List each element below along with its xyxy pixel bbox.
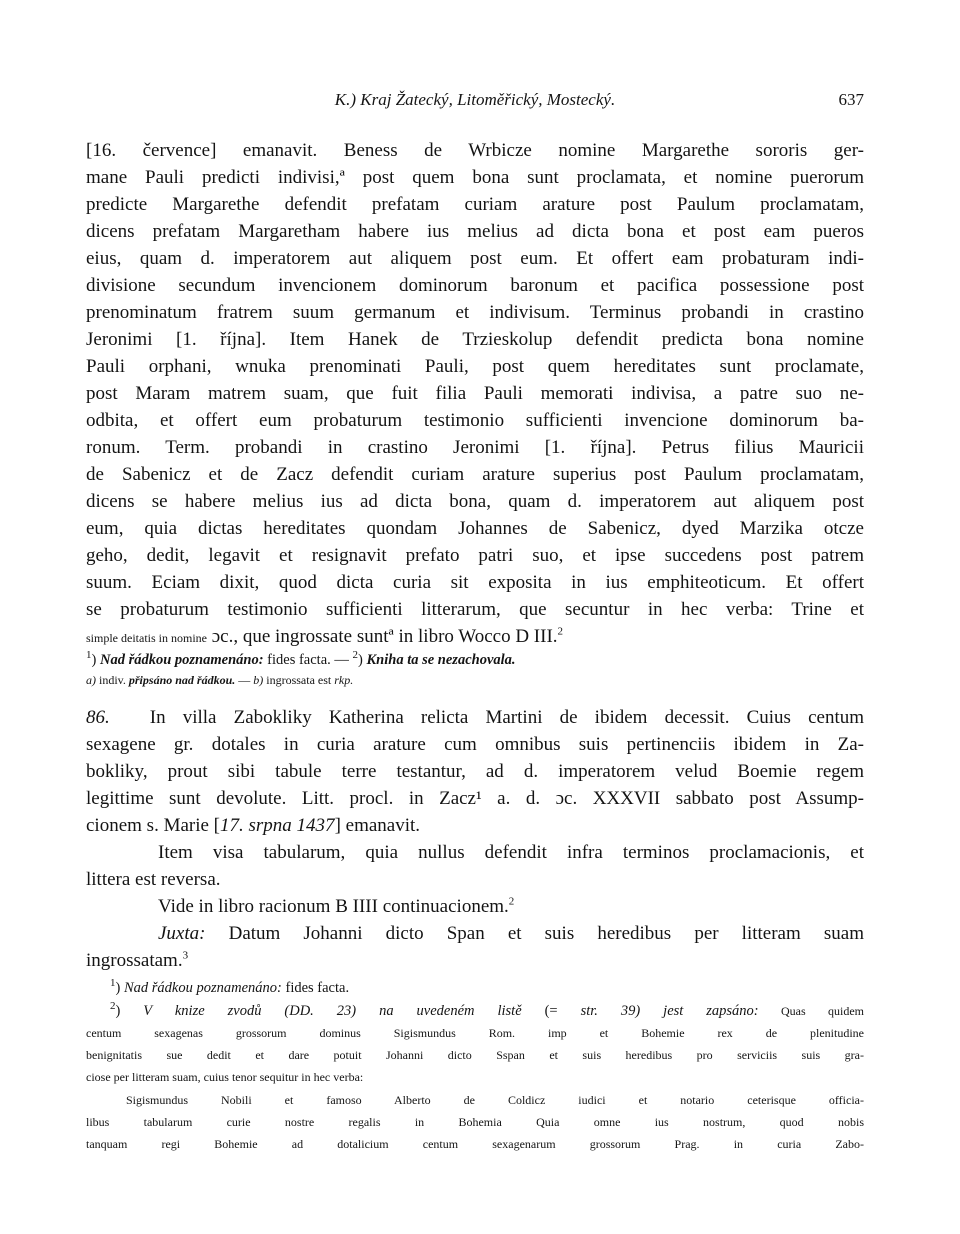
text-line: prenominatum fratrem suum germanum et indivisum. Terminus probandi in crastino (86, 302, 864, 323)
footnote-line: $^1$) Nad řádkou poznamenáno: fides facta. (110, 977, 350, 996)
page-number: 637 (838, 90, 864, 109)
footnote-text: fides facta. — (263, 652, 353, 668)
text-line: Pauli orphani, wnuka prenominati Pauli, post quem hereditates sunt proclamate, (86, 356, 864, 377)
paragraph-line: littera est reversa. (86, 869, 221, 890)
text-line: suum. Eciam dixit, quod dicta curia sit exposita in ius emphiteoticum. Et offert (86, 572, 864, 593)
juxta-label: Juxta: (158, 923, 206, 944)
footnote-number: 2 (352, 649, 359, 662)
footnote-line: centum sexagenas grossorum dominus Sigismundus Rom. imp et Bohemie rex de plenitudine (86, 1026, 864, 1040)
footnote-ref: 3 (182, 949, 189, 962)
footnote-mark: a) (86, 673, 96, 687)
quote-line: Sigismundus Nobili et famoso Alberto de Coldicz iudici et notario ceterisque officia- (126, 1093, 864, 1107)
footnote-line: $^2$) V knize zvodů (DD. 23) na uvedeném listě (= str. 39) jest zapsáno: Quas quidem (110, 1000, 864, 1019)
text-line: eius, quam d. imperatorem aut aliquem post eum. Et offert eam probaturam indi- (86, 248, 864, 269)
small-text: simple deitatis in nomine (86, 631, 207, 645)
text-line: mane Pauli predicti indivisi,ª post quem bona sunt proclamata, et nomine puerorum (86, 167, 864, 188)
footnote-note: rkp. (334, 673, 354, 687)
footnote-sep: — (235, 673, 254, 687)
text-line: divisione secundum invencionem dominorum baronum et pacifica possessione post (86, 275, 864, 296)
running-header (86, 90, 864, 120)
paragraph-line (158, 893, 864, 920)
entry-number: 86. (86, 707, 110, 728)
text-run: Datum Johanni dicto Span et suis heredibus per litteram suam (205, 923, 864, 944)
text-run: In villa Zabokliky Katherina relicta Martini de ibidem decessit. Cuius centum (149, 707, 864, 728)
footnote-note: připsáno nad řádkou. (128, 673, 236, 687)
text-line: eum, quia dictas hereditates quondam Johannes de Sabenicz, dyed Marzika otcze (86, 518, 864, 539)
text-run: Vide in libro racionum B IIII continuacionem. (158, 896, 509, 917)
footnote-number: 1 (110, 977, 116, 990)
footnote-line: benignitatis sue dedit et dare potuit Johanni dicto Sspan et suis heredibus pro serviciis suis gra- (86, 1048, 864, 1062)
footnote-text: indiv. (96, 673, 129, 687)
text-line: odbita, et offert eum probaturum testimonio sufficienti invencione dominorum ba- (86, 410, 864, 431)
text-run: cionem s. Marie [ (86, 815, 221, 836)
text-line: predicte Margarethe defendit prefatam curiam arature post Paulum proclamatam, (86, 194, 864, 215)
footnote-number: 2 (110, 1000, 116, 1013)
footnote-ref: 2 (557, 625, 564, 638)
quote-line: libus tabularum curie nostre regalis in Bohemia Quia omne ius nostrum, quod nobis (86, 1115, 864, 1129)
text-line: bokliky, prout sibi tabule terre testantur, ad d. imperatorem velud Boemie regem (86, 761, 864, 782)
text-line: de Sabenicz et de Zacz defendit curiam arature superius post Paulum proclamatam, (86, 464, 864, 485)
footnote-text: ingrossata est (263, 673, 335, 687)
footnote-note: Nad řádkou poznamenáno: (99, 652, 264, 668)
text-line-last (86, 623, 864, 650)
paragraph-line (158, 920, 864, 947)
footnote-text: fides facta. (281, 980, 350, 996)
text-line: geho, dedit, legavit et resignavit prefato patri suo, et ipse succedens post patrem (86, 545, 864, 566)
text-line: ronum. Term. probandi in crastino Jeronimi [1. října]. Petrus filius Mauricii (86, 437, 864, 458)
text-line: sexagene gr. dotales in curia arature cum omnibus suis pertinenciis ibidem in Za- (86, 734, 864, 755)
footnote-ref: 2 (508, 895, 515, 908)
footnote-mark: b) (253, 673, 264, 687)
footnote-note: Kniha ta se nezachovala. (366, 652, 516, 668)
footnote-number: 1 (86, 649, 92, 662)
footnote-note: Nad řádkou poznamenáno: (123, 980, 282, 996)
footnote-text: (= (521, 1003, 581, 1019)
text-run: ɔc., que ingrossate suntª in libro Wocco D III. (206, 626, 558, 647)
text-line: post Maram matrem suam, que fuit filia Pauli memorati indivisa, a patre suo ne- (86, 383, 864, 404)
text-line: Jeronimi [1. října]. Item Hanek de Trzieskolup defendit predicta bona nomine (86, 329, 864, 350)
text-run: ] emanavit. (334, 815, 421, 836)
text-line: legittime sunt devolute. Litt. procl. in Zacz¹ a. d. ɔc. XXXVII sabbato post Assump- (86, 788, 864, 809)
text-line (86, 812, 864, 839)
running-title: K.) Kraj Žatecký, Litoměřický, Mostecký. (334, 90, 616, 109)
quote-line: tanquam regi Bohemie ad dotalicium centum sexagenarum grossorum Prag. in curia Zabo- (86, 1137, 864, 1151)
text-line-first (86, 704, 864, 731)
paragraph-line: Item visa tabularum, quia nullus defendit infra terminos proclamacionis, et (158, 842, 864, 863)
text-line: dicens prefatam Margaretham habere ius melius ad dicta bona et post eam pueros (86, 221, 864, 242)
footnote-note: V knize zvodů (DD. 23) na uvedeném listě (143, 1003, 522, 1019)
text-line: dicens se habere melius ius ad dicta bona, quam d. imperatorem aut aliquem post (86, 491, 864, 512)
footnote-note: str. 39) jest zapsáno: (580, 1003, 759, 1019)
text-run: ingrossatam. (86, 950, 183, 971)
text-line: se probaturum testimonio sufficienti litterarum, que secuntur in hec verba: Trine et (86, 599, 864, 620)
text-line: [16. července] emanavit. Beness de Wrbicze nomine Margarethe sororis ger- (86, 140, 864, 161)
paragraph-line (86, 947, 864, 974)
footnote-line (86, 670, 864, 690)
footnote-text: Quas quidem (758, 1004, 864, 1018)
footnote-line: ciose per litteram suam, cuius tenor sequitur in hec verba: (86, 1070, 364, 1084)
footnote-line: $^1$) Nad řádkou poznamenáno: fides facta. — $^2$) Kniha ta se nezachovala. (86, 649, 516, 668)
date-note: 17. srpna 1437 (220, 815, 335, 836)
